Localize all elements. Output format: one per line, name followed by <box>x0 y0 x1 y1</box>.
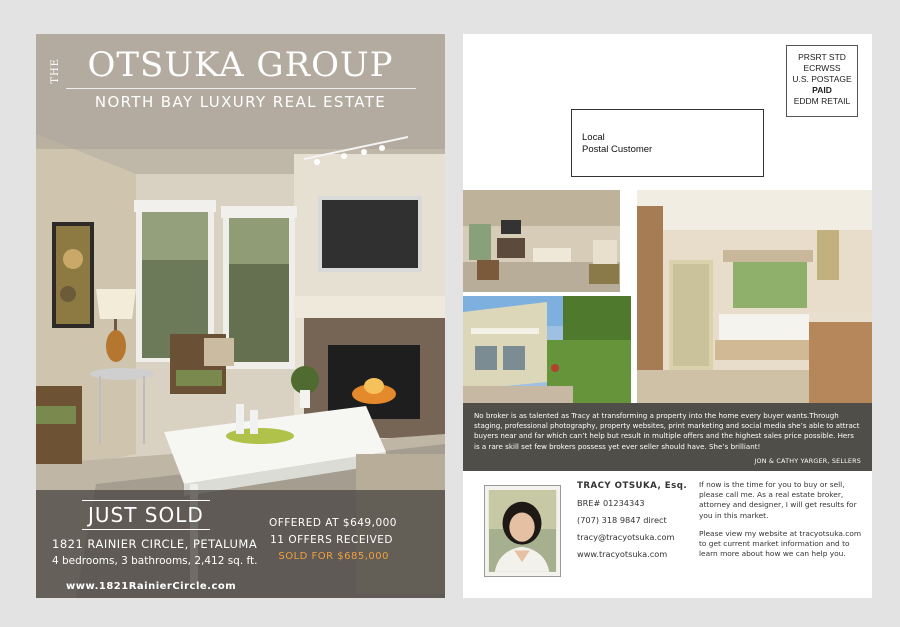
postage-line: PRSRT STD <box>798 52 846 62</box>
property-photo-collage <box>463 190 872 403</box>
sold-info-band <box>36 490 445 598</box>
brand-prefix: THE <box>50 58 61 84</box>
agent-portrait <box>484 485 561 577</box>
house-exterior-thumbnail <box>463 296 633 403</box>
agent-license: BRE# 01234343 <box>577 498 645 508</box>
living-room-thumbnail <box>463 190 620 292</box>
just-sold-heading: JUST SOLD <box>82 500 210 530</box>
agent-name: TRACY OTSUKA, Esq. <box>577 481 688 491</box>
postage-line: U.S. POSTAGE <box>792 74 852 84</box>
testimonial-text: No broker is as talented as Tracy at transforming a property into the home every buyer wants.Through staging, professional photography, property websites, print marketing and social media she’s able to attract buyers near and far which can’t help but result in multiple offers and the highest sales price possible. Hers is a rare skill set few brokers possess yet ever seller should have. She’s brilliant! <box>474 411 860 451</box>
offered-price: OFFERED AT $649,000 <box>268 517 397 529</box>
master-bath-thumbnail <box>637 190 872 403</box>
brand-header <box>36 44 445 111</box>
agent-pitch <box>699 480 864 567</box>
property-details: 4 bedrooms, 3 bathrooms, 2,412 sq. ft. <box>52 555 258 567</box>
postage-line: PAID <box>812 85 832 95</box>
recipient-line: Postal Customer <box>582 144 653 155</box>
front-postcard <box>36 34 445 598</box>
sold-price: SOLD FOR $685,000 <box>278 551 389 562</box>
brand-divider <box>66 88 416 89</box>
offers-received: 11 OFFERS RECEIVED <box>270 534 393 546</box>
postage-indicia <box>786 45 858 117</box>
recipient-line: Local <box>582 132 605 143</box>
pitch-paragraph: If now is the time for you to buy or sell, please call me. As a real estate broker, attorney and designer, I will get results for you in this market. <box>699 480 857 520</box>
agent-contact <box>577 481 697 566</box>
testimonial-band <box>463 403 872 471</box>
property-website-link[interactable]: www.1821RainierCircle.com <box>66 581 237 592</box>
brand-tagline: NORTH BAY LUXURY REAL ESTATE <box>94 93 387 111</box>
agent-website[interactable]: www.tracyotsuka.com <box>577 549 668 559</box>
agent-phone[interactable]: (707) 318 9847 direct <box>577 515 667 525</box>
pitch-paragraph: Please view my website at tracyotsuka.com to get current market information and to learn more about how we can help you. <box>699 528 862 559</box>
property-address: 1821 RAINIER CIRCLE, PETALUMA <box>52 537 258 551</box>
postage-line: ECRWSS <box>803 63 841 73</box>
agent-email[interactable]: tracy@tracyotsuka.com <box>577 532 675 542</box>
postage-line: EDDM RETAIL <box>793 96 851 106</box>
back-postcard <box>463 34 872 598</box>
testimonial-author: JON & CATHY YARGER, SELLERS <box>754 457 861 465</box>
brand-name: OTSUKA GROUP <box>87 45 394 85</box>
address-box <box>571 109 764 177</box>
